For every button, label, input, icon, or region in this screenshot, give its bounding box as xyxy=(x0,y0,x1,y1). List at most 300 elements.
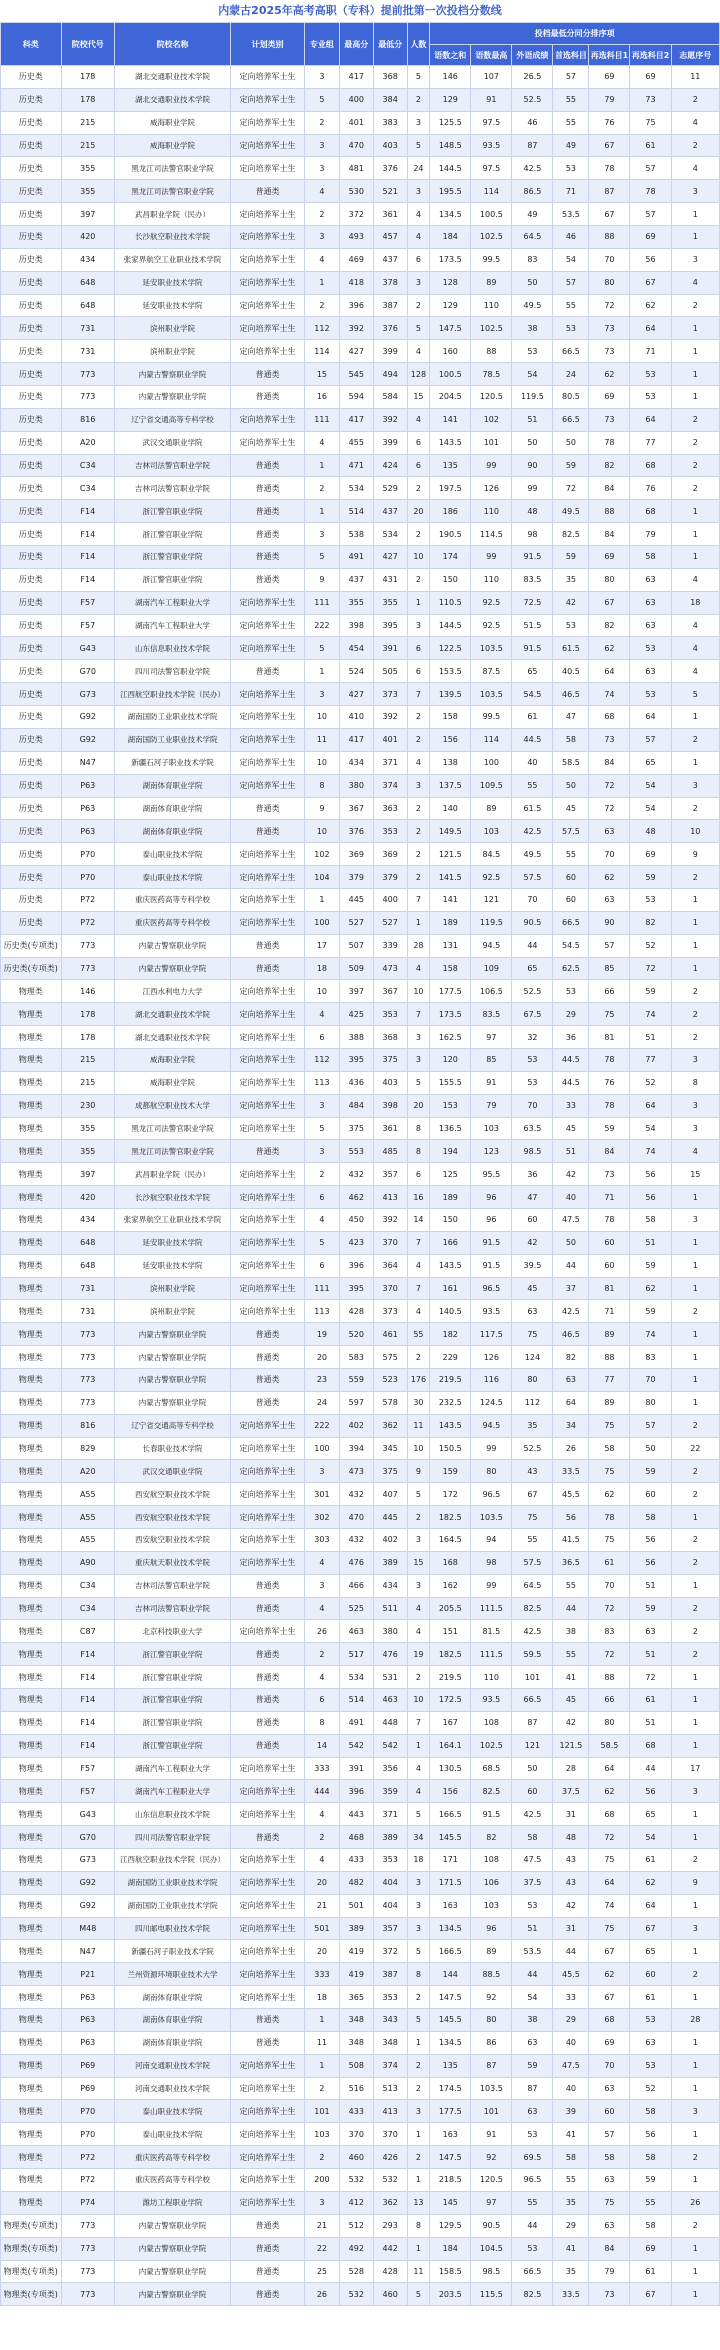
table-cell: 147.5 xyxy=(430,317,471,340)
table-row xyxy=(1,271,720,294)
table-cell: 61 xyxy=(630,1986,671,2009)
table-cell: 427 xyxy=(373,546,407,569)
table-cell: 129 xyxy=(430,294,471,317)
table-cell: 4 xyxy=(671,271,719,294)
table-cell: 历史类 xyxy=(1,226,62,249)
table-cell: 124 xyxy=(512,1346,553,1369)
table-cell: 4 xyxy=(304,248,339,271)
table-cell: 山东信息职业技术学院 xyxy=(114,1803,230,1826)
table-cell: 5 xyxy=(304,1231,339,1254)
table-cell: 42 xyxy=(553,1711,589,1734)
table-cell: 物理类 xyxy=(1,1437,62,1460)
table-cell: 62 xyxy=(589,1963,630,1986)
table-cell: 103.5 xyxy=(471,637,512,660)
table-cell: P74 xyxy=(61,2191,114,2214)
table-cell: 76 xyxy=(630,477,671,500)
table-cell: P69 xyxy=(61,2077,114,2100)
table-cell: 54 xyxy=(512,363,553,386)
table-cell: 63 xyxy=(512,2100,553,2123)
table-cell: 53 xyxy=(512,1894,553,1917)
table-cell: 8 xyxy=(407,1140,430,1163)
table-cell: 6 xyxy=(407,637,430,660)
table-cell: 长春职业技术学院 xyxy=(114,1437,230,1460)
table-cell: 历史类 xyxy=(1,637,62,660)
table-cell: 69 xyxy=(630,2237,671,2260)
table-cell: 长沙航空职业技术学院 xyxy=(114,226,230,249)
table-cell: 404 xyxy=(373,1871,407,1894)
table-cell: 1 xyxy=(671,546,719,569)
table-cell: 26.5 xyxy=(512,66,553,89)
table-cell: F14 xyxy=(61,1689,114,1712)
table-cell: 36 xyxy=(553,1026,589,1049)
table-cell: 84 xyxy=(589,751,630,774)
table-cell: 80 xyxy=(630,1391,671,1414)
table-cell: 1 xyxy=(671,203,719,226)
table-cell: 388 xyxy=(339,1026,373,1049)
table-row xyxy=(1,1574,720,1597)
table-cell: 4 xyxy=(304,1666,339,1689)
table-cell: 64 xyxy=(630,408,671,431)
table-cell: 2 xyxy=(407,706,430,729)
table-cell: 1 xyxy=(671,386,719,409)
table-cell: 63 xyxy=(630,591,671,614)
table-cell: 3 xyxy=(407,271,430,294)
table-cell: 吉林司法警官职业学院 xyxy=(114,1574,230,1597)
table-cell: 143.5 xyxy=(430,1414,471,1437)
table-cell: 6 xyxy=(407,248,430,271)
table-cell: 历史类 xyxy=(1,88,62,111)
table-cell: 125.5 xyxy=(430,111,471,134)
table-cell: 2 xyxy=(671,1597,719,1620)
table-cell: 3 xyxy=(407,614,430,637)
table-cell: 402 xyxy=(339,1414,373,1437)
table-cell: 2 xyxy=(304,294,339,317)
table-cell: 144.5 xyxy=(430,614,471,637)
table-cell: 3 xyxy=(407,111,430,134)
table-cell: 81 xyxy=(589,1026,630,1049)
table-cell: 物理类 xyxy=(1,1391,62,1414)
table-cell: 定向培养军士生 xyxy=(231,1757,305,1780)
table-cell: 392 xyxy=(373,408,407,431)
table-cell: C34 xyxy=(61,1574,114,1597)
table-cell: 73 xyxy=(630,88,671,111)
table-cell: 178 xyxy=(61,1003,114,1026)
table-cell: 定向培养军士生 xyxy=(231,888,305,911)
table-cell: 湖南体育职业学院 xyxy=(114,797,230,820)
table-cell: 53 xyxy=(630,683,671,706)
col-sub-3: 外语成绩 xyxy=(512,45,553,66)
table-cell: 44 xyxy=(512,1963,553,1986)
table-cell: 731 xyxy=(61,340,114,363)
table-header xyxy=(1,23,720,66)
table-cell: 150.5 xyxy=(430,1437,471,1460)
table-cell: 3 xyxy=(407,774,430,797)
table-cell: C34 xyxy=(61,477,114,500)
table-cell: 47 xyxy=(553,706,589,729)
table-cell: 67.5 xyxy=(512,1003,553,1026)
table-cell: 484 xyxy=(339,1094,373,1117)
table-cell: 83 xyxy=(630,1346,671,1369)
table-cell: 定向培养军士生 xyxy=(231,774,305,797)
table-cell: 773 xyxy=(61,2283,114,2306)
table-cell: 78.5 xyxy=(471,363,512,386)
table-cell: 1 xyxy=(304,271,339,294)
table-cell: 2 xyxy=(671,1620,719,1643)
table-cell: 62 xyxy=(630,1277,671,1300)
table-cell: 398 xyxy=(339,614,373,637)
table-cell: 63 xyxy=(630,614,671,637)
table-cell: 87 xyxy=(471,2054,512,2077)
table-cell: 436 xyxy=(339,1071,373,1094)
table-cell: 49 xyxy=(512,203,553,226)
table-cell: 367 xyxy=(339,797,373,820)
table-row xyxy=(1,1871,720,1894)
table-cell: 70 xyxy=(512,1094,553,1117)
table-cell: 397 xyxy=(61,203,114,226)
table-cell: 48 xyxy=(630,820,671,843)
table-cell: 91 xyxy=(471,2123,512,2146)
table-cell: 历史类 xyxy=(1,340,62,363)
table-cell: 65 xyxy=(512,660,553,683)
table-row xyxy=(1,500,720,523)
table-cell: 648 xyxy=(61,1231,114,1254)
table-cell: 445 xyxy=(339,888,373,911)
table-cell: 1 xyxy=(671,1506,719,1529)
table-cell: 91 xyxy=(471,88,512,111)
table-cell: 64 xyxy=(630,706,671,729)
table-cell: 2 xyxy=(304,203,339,226)
table-row xyxy=(1,1254,720,1277)
table-cell: 13 xyxy=(407,2191,430,2214)
table-cell: 4 xyxy=(407,1780,430,1803)
table-cell: 353 xyxy=(373,1986,407,2009)
table-cell: 1 xyxy=(671,888,719,911)
table-cell: 29 xyxy=(553,1003,589,1026)
table-cell: 20 xyxy=(407,500,430,523)
table-cell: 395 xyxy=(373,614,407,637)
table-cell: 120 xyxy=(430,1048,471,1071)
table-cell: 10 xyxy=(671,820,719,843)
table-cell: 375 xyxy=(339,1117,373,1140)
table-cell: 历史类 xyxy=(1,248,62,271)
table-cell: 731 xyxy=(61,317,114,340)
table-cell: 200 xyxy=(304,2169,339,2192)
table-cell: 53 xyxy=(553,980,589,1003)
table-cell: 历史类 xyxy=(1,271,62,294)
table-cell: 43 xyxy=(553,1849,589,1872)
table-cell: 123 xyxy=(471,1140,512,1163)
table-cell: 404 xyxy=(373,1894,407,1917)
table-cell: 113 xyxy=(304,1071,339,1094)
table-cell: 88 xyxy=(589,226,630,249)
table-cell: 194 xyxy=(430,1140,471,1163)
table-cell: 张家界航空工业职业技术学院 xyxy=(114,248,230,271)
table-cell: 湖南体育职业学院 xyxy=(114,2009,230,2032)
table-cell: 470 xyxy=(339,134,373,157)
table-cell: 182.5 xyxy=(430,1506,471,1529)
table-cell: 15 xyxy=(304,363,339,386)
table-cell: 55 xyxy=(553,88,589,111)
table-cell: 222 xyxy=(304,1414,339,1437)
table-cell: 491 xyxy=(339,1711,373,1734)
table-cell: 45.5 xyxy=(553,1963,589,1986)
table-cell: 58 xyxy=(553,2146,589,2169)
table-cell: 定向培养军士生 xyxy=(231,1620,305,1643)
table-cell: 物理类 xyxy=(1,1460,62,1483)
table-cell: 10 xyxy=(407,1437,430,1460)
table-cell: 历史类 xyxy=(1,180,62,203)
table-cell: 6 xyxy=(407,1163,430,1186)
table-cell: 定向培养军士生 xyxy=(231,88,305,111)
table-cell: 59 xyxy=(553,546,589,569)
table-row xyxy=(1,134,720,157)
table-cell: 定向培养军士生 xyxy=(231,843,305,866)
table-cell: 6 xyxy=(407,454,430,477)
table-cell: 420 xyxy=(61,1186,114,1209)
table-cell: 物理类(专项类) xyxy=(1,2214,62,2237)
table-cell: 55 xyxy=(512,1529,553,1552)
table-row xyxy=(1,1277,720,1300)
table-cell: 111 xyxy=(304,591,339,614)
table-cell: 19 xyxy=(304,1323,339,1346)
table-cell: 69 xyxy=(589,386,630,409)
table-cell: 56 xyxy=(630,1529,671,1552)
table-cell: N47 xyxy=(61,751,114,774)
table-cell: 62.5 xyxy=(553,957,589,980)
table-cell: 2 xyxy=(407,2054,430,2077)
table-cell: 333 xyxy=(304,1757,339,1780)
table-cell: 89 xyxy=(471,271,512,294)
table-cell: 79 xyxy=(589,88,630,111)
table-cell: F14 xyxy=(61,546,114,569)
table-cell: 9 xyxy=(304,568,339,591)
table-cell: 物理类 xyxy=(1,2077,62,2100)
table-cell: 99 xyxy=(471,1574,512,1597)
table-cell: 149.5 xyxy=(430,820,471,843)
table-cell: 64 xyxy=(589,660,630,683)
table-row xyxy=(1,1689,720,1712)
table-cell: 7 xyxy=(407,1003,430,1026)
table-cell: 425 xyxy=(339,1003,373,1026)
table-cell: P63 xyxy=(61,797,114,820)
table-cell: 历史类 xyxy=(1,843,62,866)
table-cell: 49.5 xyxy=(512,843,553,866)
table-cell: 140.5 xyxy=(430,1300,471,1323)
table-cell: F14 xyxy=(61,1734,114,1757)
table-cell: 559 xyxy=(339,1368,373,1391)
table-cell: 1 xyxy=(671,911,719,934)
table-cell: 109.5 xyxy=(471,774,512,797)
table-cell: 定向培养军士生 xyxy=(231,408,305,431)
table-cell: 61 xyxy=(630,134,671,157)
table-cell: 2 xyxy=(304,2146,339,2169)
table-cell: 78 xyxy=(589,1048,630,1071)
table-cell: 6 xyxy=(304,1689,339,1712)
table-cell: 112 xyxy=(512,1391,553,1414)
table-row xyxy=(1,843,720,866)
table-cell: 69 xyxy=(630,66,671,89)
table-cell: 101 xyxy=(471,431,512,454)
table-cell: 1 xyxy=(304,2054,339,2077)
table-cell: 112 xyxy=(304,317,339,340)
table-cell: 4 xyxy=(407,957,430,980)
table-cell: 3 xyxy=(304,1574,339,1597)
table-cell: 65 xyxy=(630,1803,671,1826)
table-cell: 66.5 xyxy=(512,1689,553,1712)
table-cell: 53.5 xyxy=(553,203,589,226)
table-cell: 11 xyxy=(304,728,339,751)
table-cell: 91.5 xyxy=(471,1254,512,1277)
table-body xyxy=(1,66,720,2306)
table-cell: 93.5 xyxy=(471,1300,512,1323)
table-cell: 521 xyxy=(373,180,407,203)
table-cell: 物理类 xyxy=(1,1757,62,1780)
table-cell: 333 xyxy=(304,1963,339,1986)
table-cell: 58 xyxy=(512,1826,553,1849)
table-cell: 420 xyxy=(61,226,114,249)
table-cell: 11 xyxy=(407,1414,430,1437)
table-cell: 滨州职业学院 xyxy=(114,340,230,363)
table-cell: 72 xyxy=(630,957,671,980)
table-row xyxy=(1,1300,720,1323)
table-cell: 4 xyxy=(407,1597,430,1620)
table-cell: 63 xyxy=(553,1368,589,1391)
table-row xyxy=(1,523,720,546)
table-cell: 97.5 xyxy=(471,111,512,134)
table-cell: F57 xyxy=(61,591,114,614)
table-cell: 9 xyxy=(671,843,719,866)
score-table xyxy=(0,22,720,2306)
table-row xyxy=(1,431,720,454)
table-cell: 1 xyxy=(671,1894,719,1917)
table-cell: 物理类 xyxy=(1,2146,62,2169)
table-cell: 365 xyxy=(339,1986,373,2009)
table-cell: 普通类 xyxy=(231,2009,305,2032)
table-cell: 31 xyxy=(553,1917,589,1940)
table-cell: 432 xyxy=(339,1163,373,1186)
table-cell: 58.5 xyxy=(589,1734,630,1757)
table-cell: 四川司法警官职业学院 xyxy=(114,1826,230,1849)
table-cell: 364 xyxy=(373,1254,407,1277)
table-cell: 定向培养军士生 xyxy=(231,1003,305,1026)
table-row xyxy=(1,683,720,706)
table-cell: 57 xyxy=(630,728,671,751)
table-cell: 7 xyxy=(407,1231,430,1254)
table-cell: 460 xyxy=(339,2146,373,2169)
table-cell: 401 xyxy=(339,111,373,134)
table-cell: A90 xyxy=(61,1551,114,1574)
table-cell: 64 xyxy=(630,1894,671,1917)
table-row xyxy=(1,1734,720,1757)
table-cell: 江西水利电力大学 xyxy=(114,980,230,1003)
table-cell: 476 xyxy=(373,1643,407,1666)
table-cell: 532 xyxy=(339,2169,373,2192)
table-cell: 物理类 xyxy=(1,2031,62,2054)
table-row xyxy=(1,1757,720,1780)
table-cell: 物理类(专项类) xyxy=(1,2283,62,2306)
table-cell: 黑龙江司法警官职业学院 xyxy=(114,180,230,203)
table-cell: 69 xyxy=(630,226,671,249)
table-cell: 内蒙古警察职业学院 xyxy=(114,1391,230,1414)
table-cell: 56 xyxy=(630,1163,671,1186)
table-cell: 121.5 xyxy=(553,1734,589,1757)
table-cell: 63 xyxy=(589,2077,630,2100)
table-cell: 101 xyxy=(471,2100,512,2123)
table-cell: A55 xyxy=(61,1529,114,1552)
table-cell: 412 xyxy=(339,2191,373,2214)
table-row xyxy=(1,2260,720,2283)
table-cell: 45 xyxy=(553,797,589,820)
table-cell: 396 xyxy=(339,294,373,317)
table-cell: 1 xyxy=(671,1574,719,1597)
table-cell: 2 xyxy=(304,2077,339,2100)
table-cell: 62 xyxy=(589,866,630,889)
table-cell: 215 xyxy=(61,111,114,134)
table-cell: 浙江警官职业学院 xyxy=(114,500,230,523)
table-cell: 44.5 xyxy=(512,728,553,751)
table-cell: 普通类 xyxy=(231,660,305,683)
table-cell: 476 xyxy=(339,1551,373,1574)
table-cell: 96.5 xyxy=(471,1277,512,1300)
table-cell: 2 xyxy=(671,454,719,477)
table-cell: 63 xyxy=(589,2169,630,2192)
table-cell: 575 xyxy=(373,1346,407,1369)
table-cell: 40 xyxy=(512,751,553,774)
table-cell: 51 xyxy=(630,1643,671,1666)
table-cell: 73 xyxy=(589,728,630,751)
table-cell: 75 xyxy=(589,1460,630,1483)
table-cell: F14 xyxy=(61,568,114,591)
table-cell: 物理类 xyxy=(1,1711,62,1734)
table-cell: 53 xyxy=(512,1071,553,1094)
table-cell: 5 xyxy=(407,1803,430,1826)
table-cell: 357 xyxy=(373,1163,407,1186)
table-cell: 3 xyxy=(671,2100,719,2123)
table-cell: 物理类 xyxy=(1,1094,62,1117)
table-cell: 普通类 xyxy=(231,820,305,843)
table-cell: 363 xyxy=(373,797,407,820)
table-cell: 76 xyxy=(589,1071,630,1094)
table-cell: 419 xyxy=(339,1963,373,1986)
table-row xyxy=(1,1323,720,1346)
table-cell: 114 xyxy=(304,340,339,363)
table-row xyxy=(1,1186,720,1209)
table-cell: 773 xyxy=(61,957,114,980)
table-cell: 773 xyxy=(61,386,114,409)
table-cell: 16 xyxy=(407,1186,430,1209)
table-cell: 120.5 xyxy=(471,2169,512,2192)
table-cell: 97 xyxy=(471,2191,512,2214)
table-cell: 143.5 xyxy=(430,431,471,454)
table-cell: 42 xyxy=(553,1894,589,1917)
table-cell: 69 xyxy=(630,843,671,866)
table-cell: 2 xyxy=(407,2146,430,2169)
table-cell: 定向培养军士生 xyxy=(231,2169,305,2192)
table-cell: 68 xyxy=(630,1734,671,1757)
table-cell: 162.5 xyxy=(430,1026,471,1049)
table-row xyxy=(1,1894,720,1917)
table-cell: 9 xyxy=(407,1460,430,1483)
table-cell: 394 xyxy=(339,1437,373,1460)
table-cell: 15 xyxy=(407,386,430,409)
table-cell: 1 xyxy=(671,1986,719,2009)
table-row xyxy=(1,294,720,317)
table-cell: 1 xyxy=(304,888,339,911)
table-cell: 816 xyxy=(61,1414,114,1437)
table-cell: 8 xyxy=(304,1711,339,1734)
table-cell: 47.5 xyxy=(553,1208,589,1231)
table-cell: 43 xyxy=(512,1460,553,1483)
